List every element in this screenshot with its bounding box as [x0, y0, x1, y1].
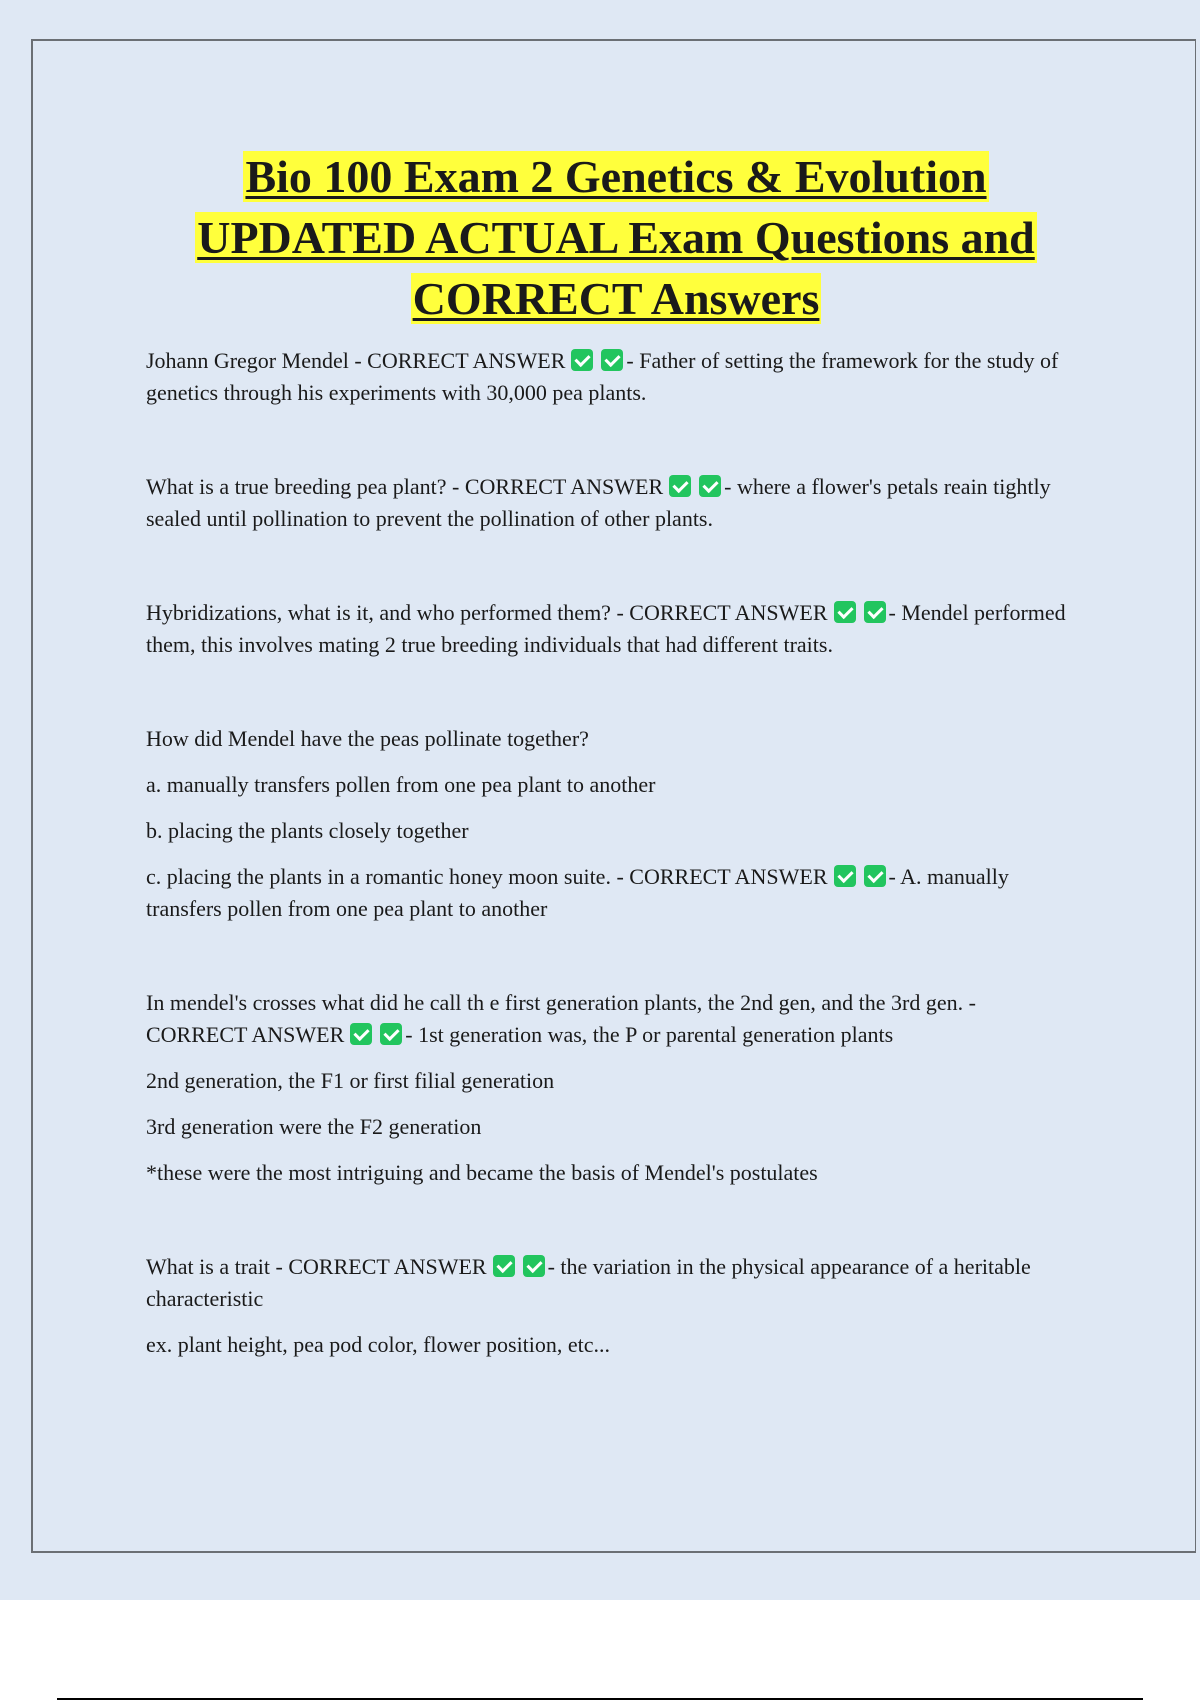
check-box-icon	[601, 349, 623, 371]
qa-text	[146, 987, 1081, 1051]
title-line-2: UPDATED ACTUAL Exam Questions and	[197, 212, 1035, 263]
question-text: Johann Gregor Mendel -	[146, 348, 368, 373]
title-line-3: CORRECT Answers	[412, 273, 820, 324]
question-line: How did Mendel have the peas pollinate together?	[146, 726, 589, 751]
check-box-icon	[493, 1255, 515, 1277]
answer-marker: CORRECT ANSWER	[367, 348, 566, 373]
qa-text	[146, 597, 1081, 661]
qa-text	[146, 471, 1081, 535]
answer-line: *these were the most intriguing and became the basis of Mendel's postulates	[146, 1160, 818, 1185]
qa-text	[146, 1251, 1081, 1315]
qa-entry	[146, 597, 1081, 661]
answer-line: 3rd generation were the F2 generation	[146, 1114, 482, 1139]
qa-entry	[146, 471, 1081, 535]
check-box-icon	[864, 601, 886, 623]
check-box-icon	[864, 865, 886, 887]
answer-text: - Mendel performed them, this involves mating 2 true breeding individuals that had different traits.	[146, 600, 1066, 657]
check-box-icon	[350, 1023, 372, 1045]
answer-marker: CORRECT ANSWER	[629, 864, 828, 889]
qa-entry	[146, 1251, 1081, 1361]
answer-marker: CORRECT ANSWER	[146, 1022, 345, 1047]
title-line-1: Bio 100 Exam 2 Genetics & Evolution	[245, 151, 987, 202]
check-box-icon	[699, 475, 721, 497]
check-box-icon	[834, 865, 856, 887]
question-text: In mendel's crosses what did he call th e first generation plants, the 2nd gen, and the 3rd gen. -	[146, 990, 976, 1015]
answer-marker: CORRECT ANSWER	[629, 600, 828, 625]
answer-text: - where a flower's petals reain tightly sealed until pollination to prevent the pollination of other plants.	[146, 474, 1051, 531]
check-box-icon	[523, 1255, 545, 1277]
question-text: What is a true breeding pea plant? -	[146, 474, 465, 499]
qa-entry	[146, 723, 1081, 925]
qa-text	[146, 345, 1081, 409]
answer-text: - the variation in the physical appearance of a heritable characteristic	[146, 1254, 1031, 1311]
option-line: b. placing the plants closely together	[146, 818, 469, 843]
answer-line: ex. plant height, pea pod color, flower position, etc...	[146, 1332, 611, 1357]
qa-entry	[146, 345, 1081, 409]
option-line: a. manually transfers pollen from one pea plant to another	[146, 772, 656, 797]
document-title	[100, 146, 1132, 329]
answer-marker: CORRECT ANSWER	[464, 474, 664, 499]
qa-content	[146, 345, 1081, 1423]
answer-marker: CORRECT ANSWER	[288, 1254, 487, 1279]
qa-entry	[146, 987, 1081, 1189]
check-box-icon	[380, 1023, 402, 1045]
answer-line: 2nd generation, the F1 or first filial generation	[146, 1068, 555, 1093]
answer-text: - A. manually transfers pollen from one pea plant to another	[146, 864, 1009, 921]
answer-text: - Father of setting the framework for the study of genetics through his experiments with 30,000 pea plants.	[146, 348, 1059, 405]
check-box-icon	[834, 601, 856, 623]
check-box-icon	[669, 475, 691, 497]
qa-text	[146, 861, 1081, 925]
check-box-icon	[571, 349, 593, 371]
question-text: What is a trait -	[146, 1254, 289, 1279]
answer-text: - 1st generation was, the P or parental generation plants	[405, 1022, 894, 1047]
question-text: Hybridizations, what is it, and who performed them? -	[146, 600, 630, 625]
question-text: c. placing the plants in a romantic honey moon suite. -	[146, 864, 630, 889]
